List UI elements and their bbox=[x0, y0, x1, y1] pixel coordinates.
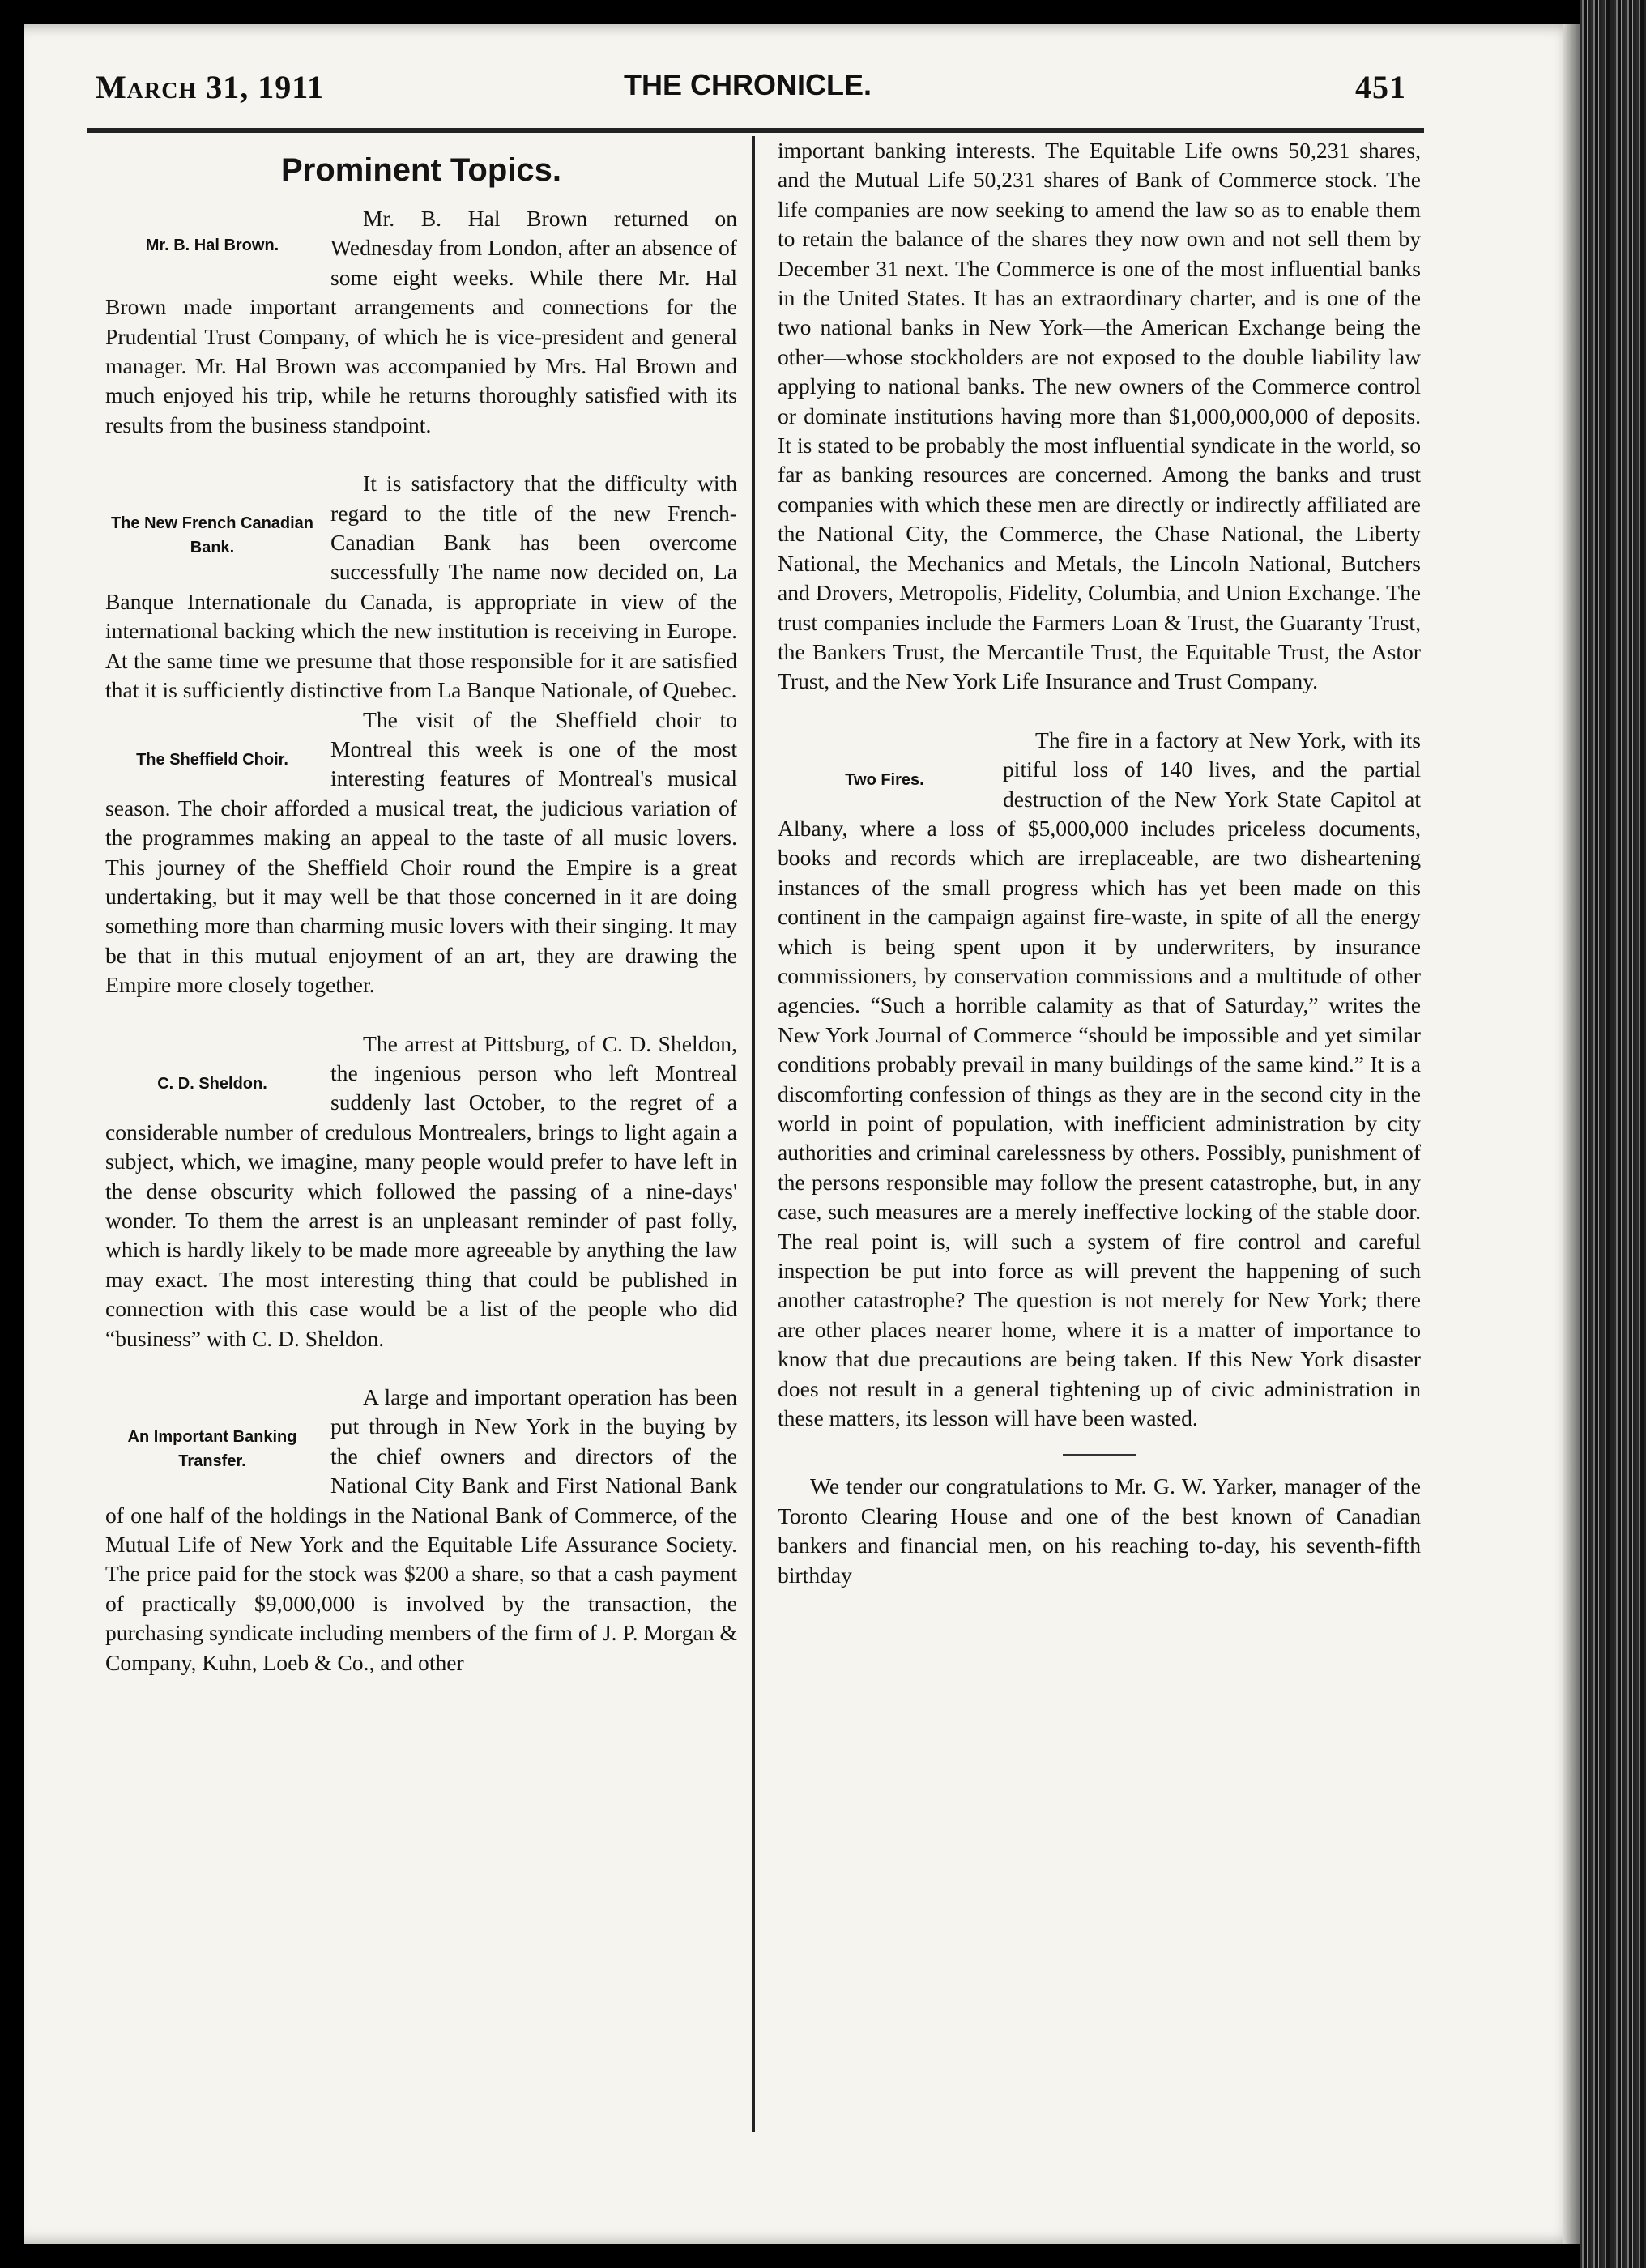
article-two-fires bbox=[778, 726, 1421, 1434]
article-side-title: Two Fires. bbox=[845, 770, 924, 789]
closing-rule bbox=[1063, 1454, 1136, 1456]
article-spacer bbox=[105, 1000, 737, 1030]
article-body: A large and important operation has been put through in New York in the buying by the chief owners and directors of the National City Bank and First National Bank of one half of the holdings in the National Bank of Commerce, of the Mutual Life of New York and the Equitable Life Assurance Society. The price paid for the stock was $200 a share, so that a cash payment of practically $9,000,000 is involved by the transaction, the purchasing syndicate including members of the firm of J. P. Morgan & Company, Kuhn, Loeb & Co., and other bbox=[105, 1384, 737, 1675]
article-french-canadian-bank bbox=[105, 469, 737, 705]
article-body: The fire in a factory at New York, with its pitiful loss of 140 lives, and the partial destruction of the New York State Capitol at Albany, where a loss of $5,000,000 includes priceless documents, books and records which are irreplaceable, are two disheartening instances of the small progress which has yet been made on this continent in the campaign against fire-waste, in spite of all the energy which is being spent upon it by underwriters, by insurance commissioners, by conservation commissions and a multitude of other agencies. “Such a horrible calamity as that of Saturday,” writes the New York Journal of Commerce “should be impossible and yet similar conditions probably prevail in many buildings of the same kind.” It is a discomforting confession of things as they are in the second city in the world in point of population, with inefficient administration by city authorities and criminal carelessness by others. Possibly, punishment of the persons responsible may follow the present catastrophe, but, in any case, such measures are a merely ineffective locking of the stable door. The real point is, will such a system of fire control and careful inspection be put into force as will prevent the happening of such another catastrophe? The question is not merely for New York; there are other places nearer home, where it is a matter of importance to know that due precautions are being taken. If this New York disaster does not result in a general tightening up of civic administration in these matters, its lesson will have been wasted. bbox=[778, 727, 1421, 1431]
header-page-number: 451 bbox=[1355, 69, 1406, 105]
article-cd-sheldon bbox=[105, 1030, 737, 1354]
article-side-title: C. D. Sheldon. bbox=[157, 1074, 267, 1093]
article-body: The visit of the Sheffield choir to Montreal this week is one of the most interesting features of Montreal's musical season. The choir afforded a musical treat, the judicious variation of the programmes making an appeal to the taste of all music lovers. This journey of the Sheffield Choir round the Empire is a great undertaking, but it may well be that those concerned in it are doing something more than charming music lovers with their singing. It may be that in this mutual enjoyment of an art, they are drawing the Empire more closely together. bbox=[105, 706, 737, 998]
article-closing-note bbox=[778, 1472, 1421, 1590]
article-spacer bbox=[105, 440, 737, 469]
section-title: Prominent Topics. bbox=[281, 152, 561, 188]
right-column bbox=[778, 136, 1421, 1590]
left-column bbox=[105, 136, 737, 1678]
article-hal-brown bbox=[105, 204, 737, 440]
article-body: Mr. B. Hal Brown returned on Wednesday from London, after an absence of some eight weeks. While there Mr. Hal Brown made important arrangements and connections for the Prudential Trust Company, of which he is vice-president and general manager. Mr. Hal Brown was accompanied by Mrs. Hal Brown and much enjoyed his trip, while he returns thoroughly satisfied with its results from the business standpoint. bbox=[105, 206, 737, 437]
header-title: THE CHRONICLE. bbox=[624, 68, 872, 101]
article-banking-transfer bbox=[105, 1383, 737, 1678]
article-side-title: The Sheffield Choir. bbox=[136, 750, 288, 769]
closing-note: We tender our congratulations to Mr. G. W. Yarker, manager of the Toronto Clearing House and one of the best known of Canadian bankers and financial men, on his reaching to-day, his seventh-fifth birthday bbox=[778, 1473, 1421, 1588]
article-sheffield-choir bbox=[105, 706, 737, 1000]
article-side-title: An Important Banking Transfer. bbox=[127, 1428, 297, 1471]
article-body: The arrest at Pittsburg, of C. D. Sheldon, the ingenious person who left Montreal suddenly last October, to the regret of a considerable number of credulous Montrealers, brings to light again a subject, which, we imagine, many people would prefer to have left in the dense obscurity which followed the passing of a nine-days' wonder. To them the arrest is an unpleasant reminder of past folly, which is hardly likely to be made more agreeable by anything the law may exact. The most interesting thing that could be published in connection with this case would be a list of the people who did “business” with C. D. Sheldon. bbox=[105, 1030, 737, 1351]
article-side-title: The New French Canadian Bank. bbox=[110, 514, 314, 557]
header-date: March 31, 1911 bbox=[96, 69, 324, 105]
article-spacer bbox=[105, 1354, 737, 1383]
article-spacer bbox=[778, 697, 1421, 726]
article-side-title: Mr. B. Hal Brown. bbox=[145, 237, 279, 254]
stacked-page-edges bbox=[1580, 0, 1646, 2268]
article-banking-transfer-continued bbox=[778, 136, 1421, 697]
article-body-continuation: important banking interests. The Equitable Life owns 50,231 shares, and the Mutual Life 50,231 shares of Bank of Commerce stock. The life companies are now seeking to amend the law so as to enable them to retain the balance of the shares they now own and not sell them by December 31 next. The Commerce is one of the most influential banks in the United States. It has an extraordinary charter, and is one of the two national banks in New York—the American Exchange being the other—whose stockholders are not exposed to the double liability law applying to national banks. The new owners of the Commerce control or dominate institutions having more than $1,000,000,000 of deposits. It is stated to be probably the most influential syndicate in the world, so far as banking resources are concerned. Among the banks and trust companies with which these men are directly or indirectly affiliated are the National City, the Commerce, the Chase National, the Liberty National, the Mechanics and Metals, the Lincoln National, Butchers and Drovers, Metropolis, Fidelity, Columbia, and Union Exchange. The trust companies include the Farmers Loan & Trust, the Guaranty Trust, the Bankers Trust, the Mercantile Trust, the Equitable Trust, the Astor Trust, and the New York Life Insurance and Trust Company. bbox=[778, 138, 1421, 694]
article-body: It is satisfactory that the difficulty with regard to the title of the new French-Canadian Bank has been overcome successfully The name now decided on, La Banque Internationale du Canada, is appropriate in view of the international backing which the new institution is receiving in Europe. At the same time we presume that those responsible for it are satisfied that it is sufficiently distinctive from La Banque Nationale, of Quebec. bbox=[105, 471, 737, 703]
column-divider bbox=[752, 136, 755, 2132]
header-rule bbox=[87, 128, 1424, 133]
